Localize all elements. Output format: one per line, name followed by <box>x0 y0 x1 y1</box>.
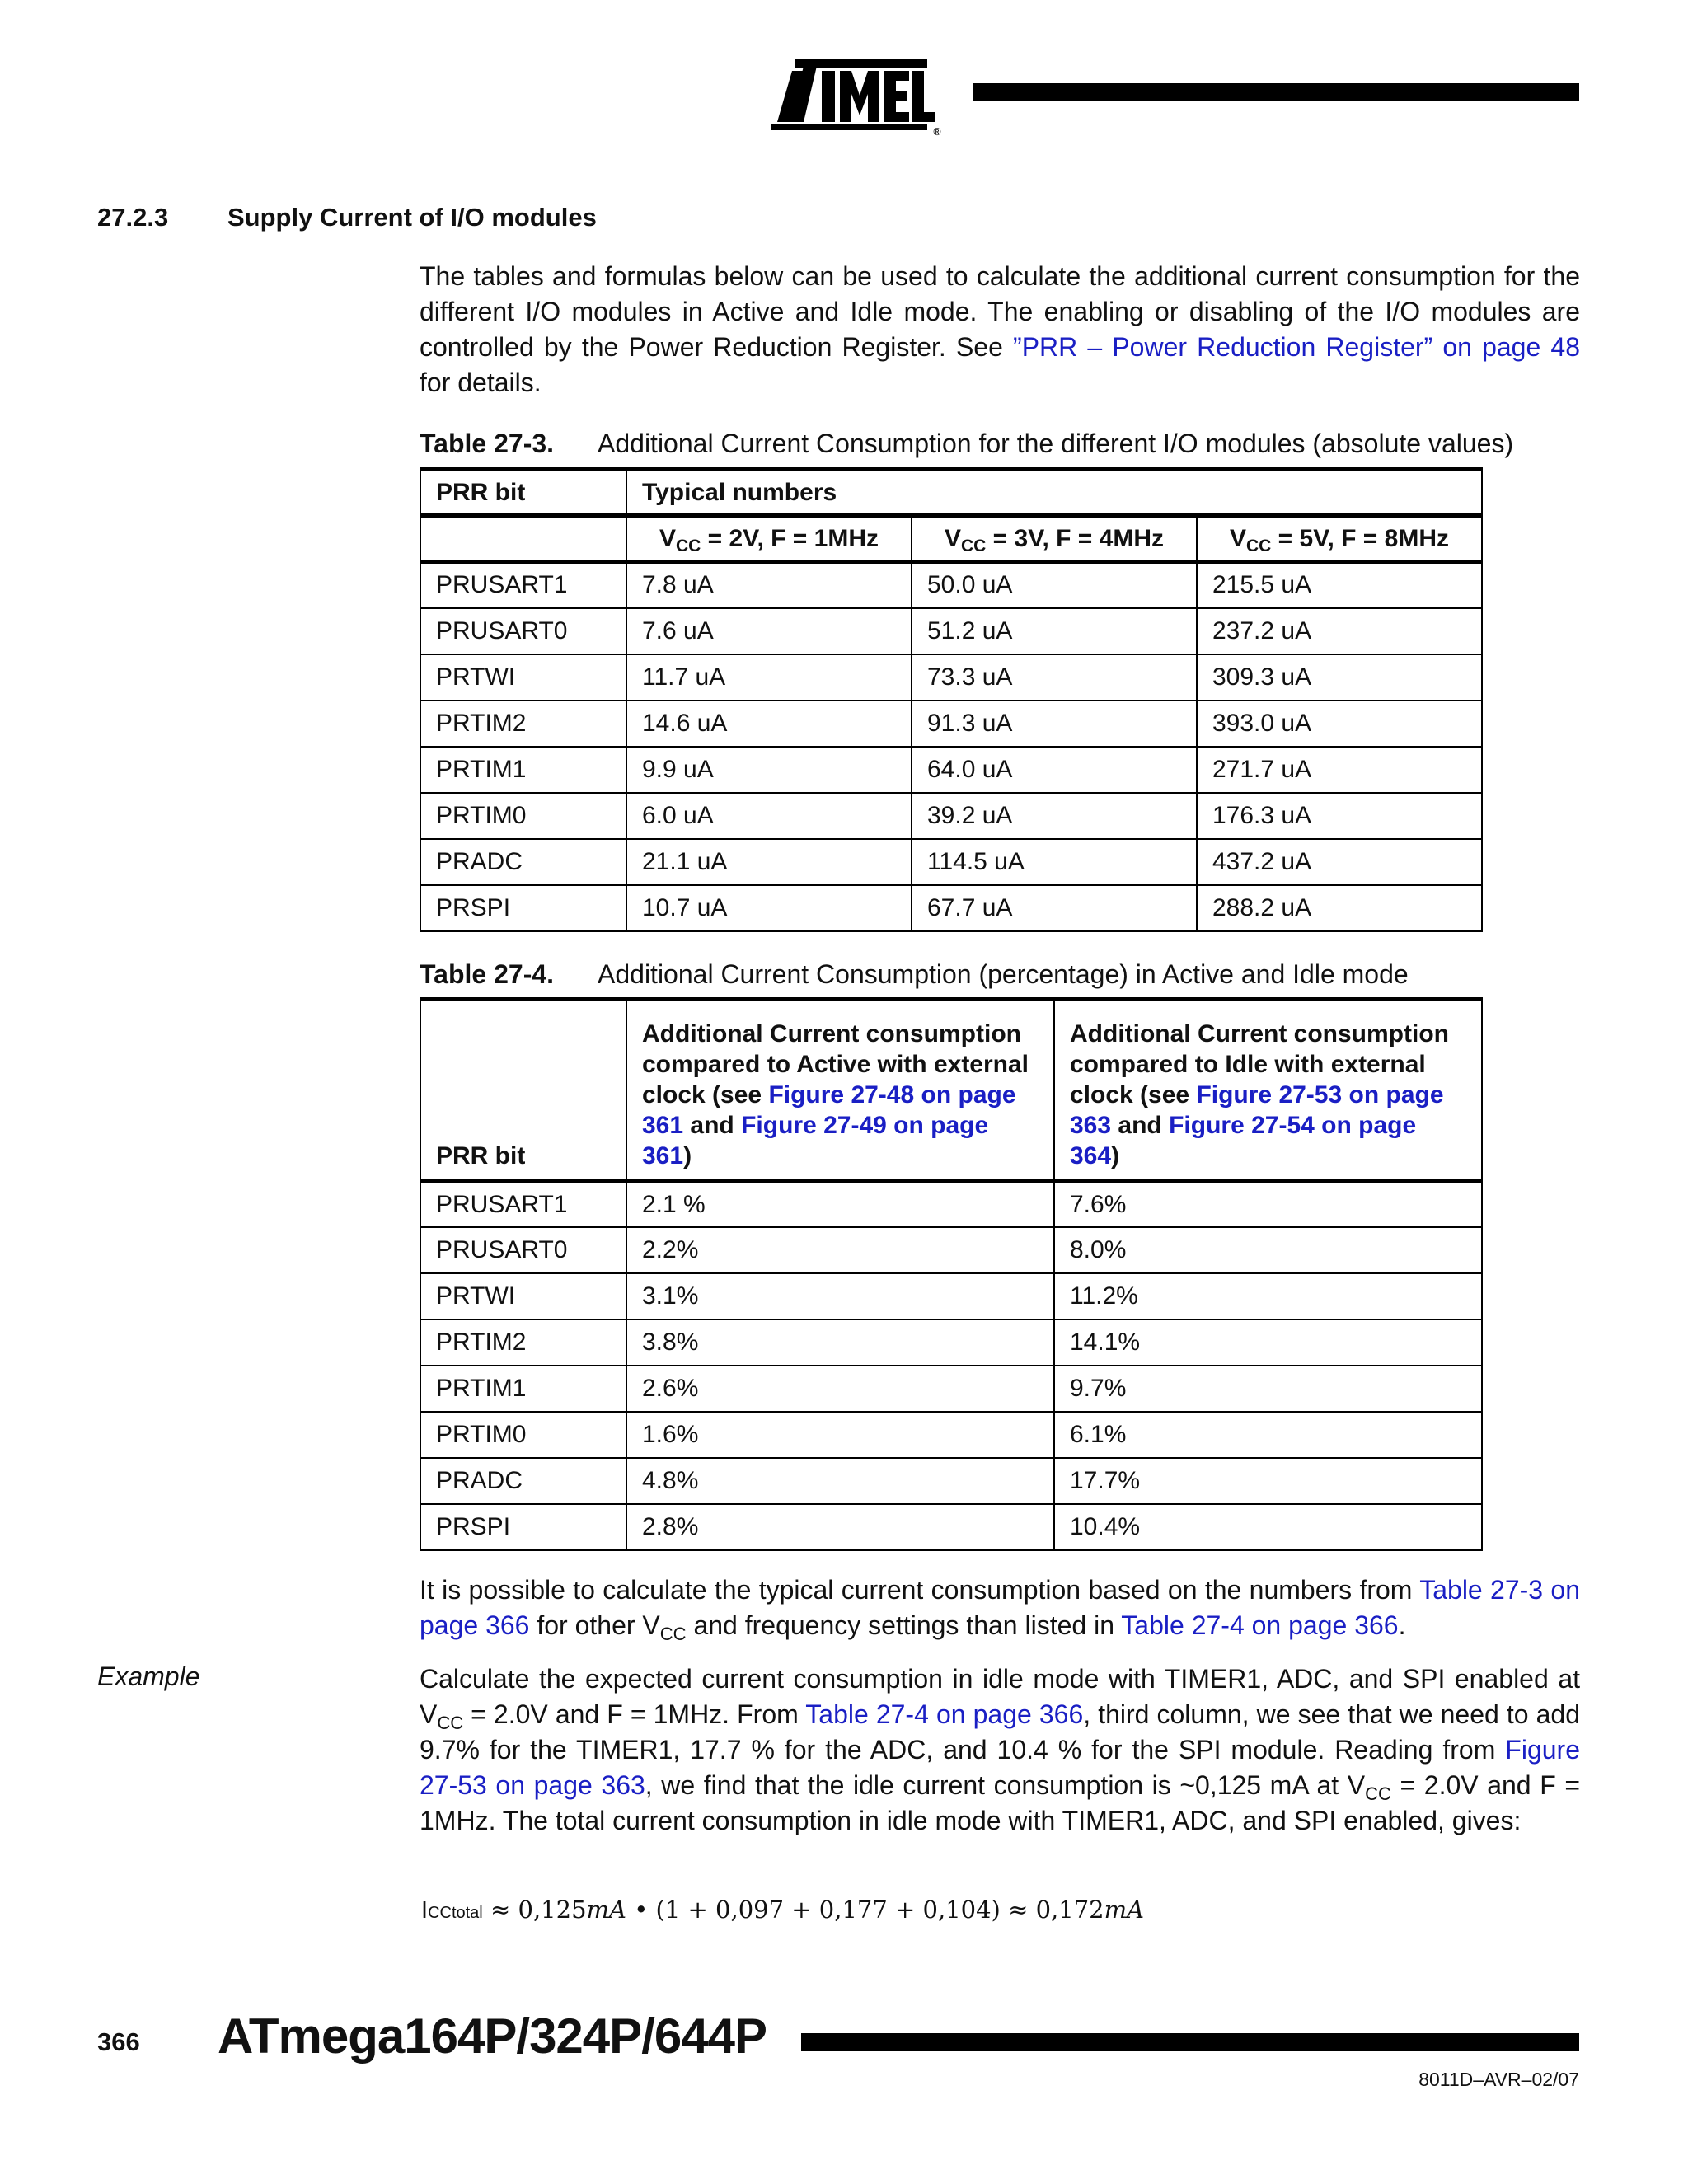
value-cell: 73.3 uA <box>912 654 1197 701</box>
prr-bit-cell: PRTIM0 <box>420 793 626 839</box>
vcc-3v-header: $V_{CC} = 3V$, F = 4MHz <box>912 516 1197 562</box>
vcc-5v-header: $V_{CC} = 5V$, F = 8MHz <box>1197 516 1482 562</box>
value-cell: 91.3 uA <box>912 701 1197 747</box>
value-cell: 3.1% <box>626 1273 1054 1319</box>
value-cell: 288.2 uA <box>1197 885 1482 931</box>
figure-27-53-link[interactable]: Figure 27-53 on page 363 <box>1070 1081 1444 1139</box>
value-cell: 9.7% <box>1054 1366 1482 1412</box>
prr-bit-cell: PRADC <box>420 1458 626 1504</box>
value-cell: 39.2 uA <box>912 793 1197 839</box>
value-cell: 3.8% <box>626 1319 1054 1366</box>
vcc-2v-header: $V_{CC} = 2V$, F = 1MHz <box>626 516 912 562</box>
value-cell: 6.1% <box>1054 1412 1482 1458</box>
figure-27-53-link[interactable]: Figure 27-53 on page 363 <box>420 1735 1580 1800</box>
table-27-4-link[interactable]: Table 27-4 on page 366 <box>1121 1610 1399 1640</box>
value-cell: 4.8% <box>626 1458 1054 1504</box>
table-27-3-caption: Table 27-3. Additional Current Consumption for the different I/O modules (absolute values) <box>420 429 1514 458</box>
value-cell: 67.7 uA <box>912 885 1197 931</box>
value-cell: 10.7 uA <box>626 885 912 931</box>
figure-27-48-link[interactable]: Figure 27-48 on page 361 <box>642 1081 1016 1139</box>
value-cell: 8.0% <box>1054 1227 1482 1273</box>
value-cell: 237.2 uA <box>1197 608 1482 654</box>
footer-rule <box>801 2033 1579 2051</box>
value-cell: 17.7% <box>1054 1458 1482 1504</box>
prr-bit-cell: PRUSART0 <box>420 608 626 654</box>
prr-bit-cell: PRUSART1 <box>420 562 626 608</box>
table-row <box>420 1273 1482 1319</box>
prr-bit-cell: PRTIM1 <box>420 1366 626 1412</box>
value-cell: 393.0 uA <box>1197 701 1482 747</box>
value-cell: 64.0 uA <box>912 747 1197 793</box>
registered-mark: ® <box>932 126 942 137</box>
value-cell: 7.6% <box>1054 1181 1482 1227</box>
value-cell: 11.2% <box>1054 1273 1482 1319</box>
value-cell: 437.2 uA <box>1197 839 1482 885</box>
table-row <box>420 1227 1482 1273</box>
value-cell: 2.2% <box>626 1227 1054 1273</box>
header-rule <box>973 83 1579 101</box>
value-cell: 7.6 uA <box>626 608 912 654</box>
prr-bit-cell: PRUSART1 <box>420 1181 626 1227</box>
idle-consumption-header: Additional Current consumption compared to Idle with external clock (see Figure 27-53 on page 363 and Figure 27-54 on page 364) <box>1054 1000 1482 1182</box>
page-number: 366 <box>97 2027 140 2056</box>
table-row <box>420 608 1482 654</box>
table-27-4-link[interactable]: Table 27-4 on page 366 <box>805 1699 1084 1729</box>
table-27-3-link[interactable]: Table 27-3 on page 366 <box>420 1575 1581 1640</box>
section-number: 27.2.3 <box>97 203 169 232</box>
total-current-formula: ICCtotal ≈ 0,125mA • (1 + 0,097 + 0,177 + 0,104) ≈ 0,172mA <box>421 1896 1145 1924</box>
typical-numbers-header: Typical numbers <box>626 470 1482 516</box>
value-cell: 14.6 uA <box>626 701 912 747</box>
table-row <box>420 1366 1482 1412</box>
prr-bit-cell: PRADC <box>420 839 626 885</box>
table-row <box>420 1181 1482 1227</box>
value-cell: 2.6% <box>626 1366 1054 1412</box>
table-row <box>420 747 1482 793</box>
value-cell: 215.5 uA <box>1197 562 1482 608</box>
prr-bit-header: PRR bit <box>420 470 626 516</box>
intro-paragraph: The tables and formulas below can be used to calculate the additional current consumption for the different I/O modules in Active and Idle mode. The enabling or disabling of the I/O modules are controlled by the Power Reduction Register. See ”PRR – Power Reduction Register” on page 48 for details. <box>420 261 1581 397</box>
prr-bit-header: PRR bit <box>420 1000 626 1182</box>
value-cell: 10.4% <box>1054 1504 1482 1550</box>
value-cell: 176.3 uA <box>1197 793 1482 839</box>
value-cell: 271.7 uA <box>1197 747 1482 793</box>
value-cell: 9.9 uA <box>626 747 912 793</box>
prr-bit-cell: PRTIM0 <box>420 1412 626 1458</box>
prr-bit-cell: PRTWI <box>420 1273 626 1319</box>
table-27-4-caption: Table 27-4. Additional Current Consumption (percentage) in Active and Idle mode <box>420 959 1409 989</box>
table-row <box>420 562 1482 608</box>
prr-bit-cell: PRSPI <box>420 1504 626 1550</box>
table-row <box>420 1458 1482 1504</box>
table-row <box>420 701 1482 747</box>
table-row <box>420 1412 1482 1458</box>
table-row <box>420 839 1482 885</box>
prr-bit-cell: PRTIM2 <box>420 1319 626 1366</box>
prr-bit-cell: PRUSART0 <box>420 1227 626 1273</box>
prr-register-link[interactable]: ”PRR – Power Reduction Register” on page 48 <box>1013 332 1581 362</box>
value-cell: 50.0 uA <box>912 562 1197 608</box>
atmel-logo <box>771 51 944 137</box>
table-row <box>420 793 1482 839</box>
document-code: 8011D–AVR–02/07 <box>1418 2069 1579 2090</box>
table-row <box>420 1504 1482 1550</box>
figure-27-49-link[interactable]: Figure 27-49 on page 361 <box>642 1112 989 1169</box>
prr-bit-cell: PRTIM1 <box>420 747 626 793</box>
calculation-paragraph: It is possible to calculate the typical current consumption based on the numbers from Table 27-3 on page 366 for other $V_{CC}$ and frequency settings than listed in Table 27-4 on page 366. <box>420 1575 1581 1644</box>
example-paragraph: Calculate the expected current consumption in idle mode with TIMER1, ADC, and SPI enabled at $V_{CC} = 2.0V$ and F = 1MHz. From Table 27-4 on page 366, third column, we see that we need to add 9.7% for the TIMER1, 17.7 % for the ADC, and 10.4 % for the SPI module. Reading from Figure 27-53 on page 363, we find that the idle current consumption is ~0,125 mA at $V_{CC} = 2.0V$ and F = 1MHz. The total current consumption in idle mode with TIMER1, ADC, and SPI enabled, gives: <box>420 1664 1581 1835</box>
section-title: Supply Current of I/O modules <box>227 203 597 232</box>
value-cell: 309.3 uA <box>1197 654 1482 701</box>
table-row <box>420 1319 1482 1366</box>
value-cell: 51.2 uA <box>912 608 1197 654</box>
figure-27-54-link[interactable]: Figure 27-54 on page 364 <box>1070 1112 1417 1169</box>
example-label: Example <box>97 1661 200 1691</box>
blank-header-cell <box>420 516 626 562</box>
prr-bit-cell: PRSPI <box>420 885 626 931</box>
value-cell: 114.5 uA <box>912 839 1197 885</box>
table-row <box>420 654 1482 701</box>
value-cell: 2.1 % <box>626 1181 1054 1227</box>
value-cell: 11.7 uA <box>626 654 912 701</box>
value-cell: 2.8% <box>626 1504 1054 1550</box>
product-title: ATmega164P/324P/644P <box>218 2008 767 2064</box>
table-row <box>420 885 1482 931</box>
value-cell: 1.6% <box>626 1412 1054 1458</box>
prr-bit-cell: PRTWI <box>420 654 626 701</box>
prr-bit-cell: PRTIM2 <box>420 701 626 747</box>
value-cell: 7.8 uA <box>626 562 912 608</box>
value-cell: 14.1% <box>1054 1319 1482 1366</box>
value-cell: 21.1 uA <box>626 839 912 885</box>
table-27-3 <box>420 467 1483 932</box>
value-cell: 6.0 uA <box>626 793 912 839</box>
active-consumption-header: Additional Current consumption compared to Active with external clock (see Figure 27-48 on page 361 and Figure 27-49 on page 361) <box>626 1000 1054 1182</box>
table-27-4 <box>420 997 1483 1551</box>
